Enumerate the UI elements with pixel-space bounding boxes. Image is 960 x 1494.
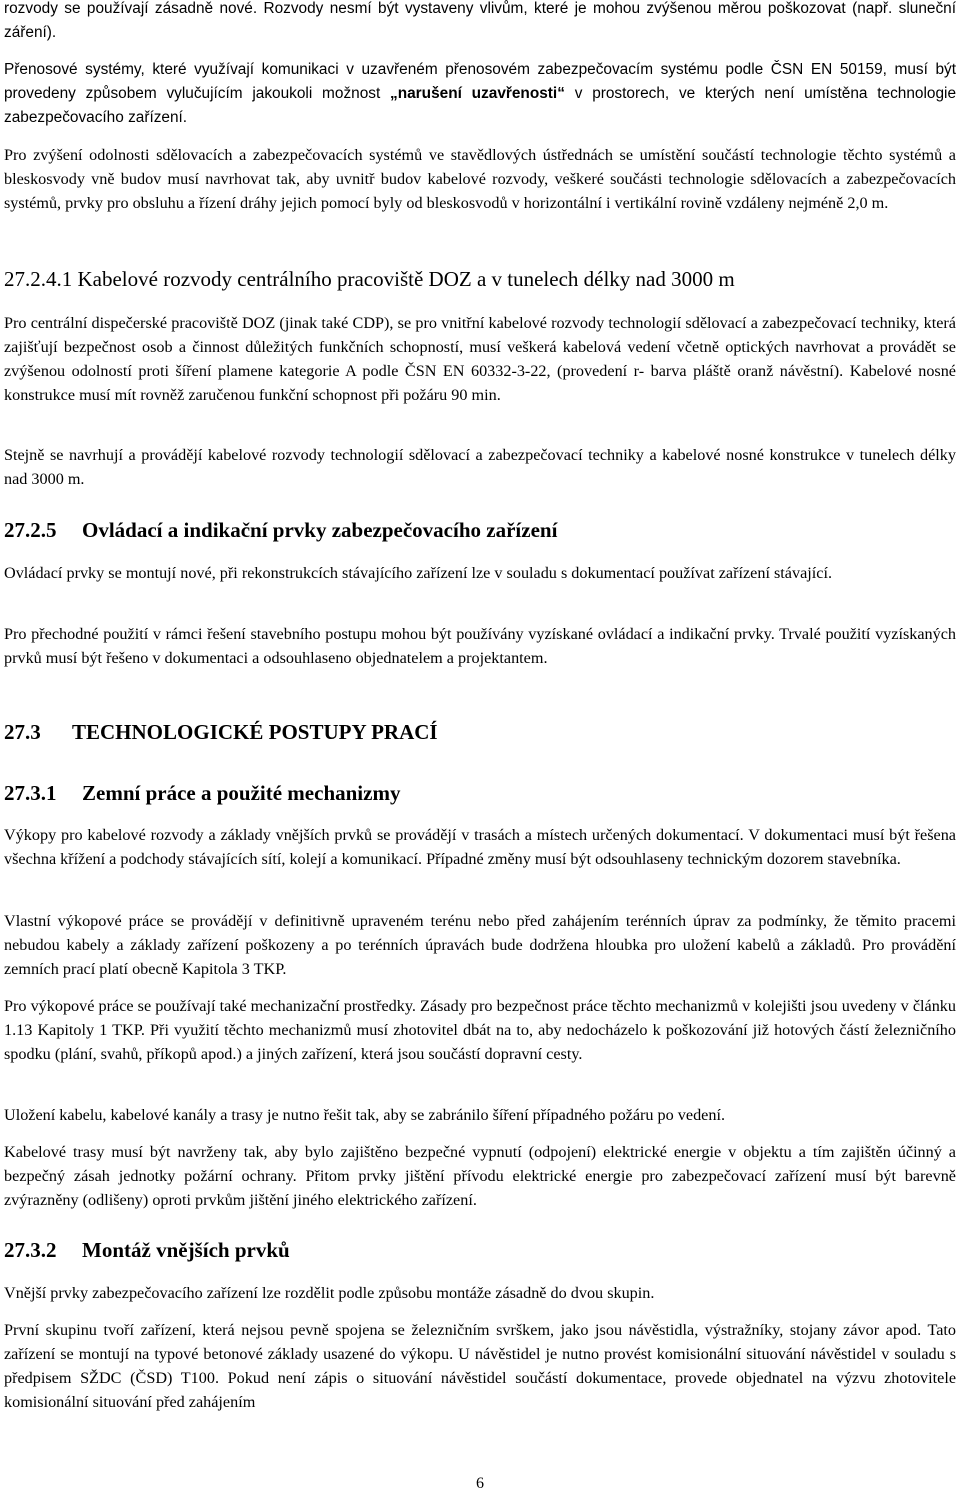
heading-title: Montáž vnějších prvků <box>82 1238 290 1262</box>
emphasis-text: „narušení uzavřenosti“ <box>390 85 565 102</box>
paragraph-first-group: První skupinu tvoří zařízení, která nejsou pevně spojena se železničním svrškem, jako jsou návěstidla, výstražníky, stojany závor apod. Tato zařízení se montují na typové betonové základy usazené do výkopu. U návěstidel je nutno provést komisionální situování návěstidel v souladu s předpisem SŽDC (ČSD) T100. Pokud není zápis o situování návěstidel součástí dokumentace, provede objednatel na výzvu zhotovitele komisionální situování před zahájením <box>4 1321 956 1411</box>
heading-title: Ovládací a indikační prvky zabezpečovacího zařízení <box>82 518 558 542</box>
heading-number: 27.2.5 <box>4 518 57 542</box>
heading-number: 27.3.1 <box>4 781 57 805</box>
heading-title: Zemní práce a použité mechanizmy <box>82 781 401 805</box>
paragraph-external-elements: Vnější prvky zabezpečovacího zařízení lze rozdělit podle způsobu montáže zásadně do dvou skupin. <box>4 1284 655 1302</box>
heading-title: TECHNOLOGICKÉ POSTUPY PRACÍ <box>72 720 438 744</box>
paragraph-lightning-protection: Pro zvýšení odolnosti sdělovacích a zabezpečovacích systémů ve stavědlových ústřednách se umístění součástí technologie těchto systémů a bleskosvody vně budov musí navrhovat tak, aby uvnitř budov kabelové rozvody, veškeré součásti technologie sdělovacích a zabezpečovacích systémů, prvky pro obsluhu a řízení dráhy jejich pomocí byly od bleskosvodů v horizontální i vertikální rovině vzdáleny nejméně 2,0 m. <box>4 146 956 212</box>
paragraph-transmission-systems <box>4 58 956 130</box>
paragraph-earthworks: Vlastní výkopové práce se provádějí v definitivně upraveném terénu nebo před zahájením terénních úprav za podmínky, že těmito pracemi nebudou kabely a základy zařízení poškozeny a po terénních úpravách bude dodržena hloubka pro uložení kabelů a základů. Pro provádění zemních prací platí obecně Kapitola 3 TKP. <box>4 912 956 978</box>
paragraph-control-elements: Ovládací prvky se montují nové, při rekonstrukcích stávajícího zařízení lze v souladu s dokumentací používat zařízení stávající. <box>4 564 832 582</box>
paragraph-text-after: v prostorech, ve kterých není umístěna technologie zabezpečovacího zařízení. <box>4 85 957 126</box>
paragraph-excavations: Výkopy pro kabelové rozvody a základy vnějších prvků se provádějí v trasách a místech určených dokumentací. V dokumentaci musí být řešena všechna křížení a podchody stávajících sítí, kolejí a komunikací. Případné změny musí být odsouhlaseny technickým dozorem stavebníka. <box>4 826 956 868</box>
paragraph-tunnels: Stejně se navrhují a provádějí kabelové rozvody technologií sdělovací a zabezpečovací techniky a kabelové nosné konstrukce v tunelech délky nad 3000 m. <box>4 446 956 488</box>
heading-number: 27.3 <box>4 720 41 744</box>
heading-27-3-1 <box>4 779 956 807</box>
paragraph-mechanization: Pro výkopové práce se používají také mechanizační prostředky. Zásady pro bezpečnost práce těchto mechanizmů v kolejišti jsou uvedeny v článku 1.13 Kapitoly 1 TKP. Při využití těchto mechanizmů musí zhotovitel dbát na to, aby nedocházelo k poškozování již hotových částí železničního spodku (plání, svahů, příkopů apod.) a jiných zařízení, která jsou součástí dopravní cesty. <box>4 997 956 1063</box>
paragraph-cable-routes: Kabelové trasy musí být navrženy tak, aby bylo zajištěno bezpečné vypnutí (odpojení) elektrické energie v objektu a tím zajištěn účinný a bezpečný zásah jednotky požární ochrany. Přitom prvky jištění přívodu elektrické energie pro zabezpečovací zařízení musí být barevně zvýrazněny (odlišeny) oproti prvkům jištění jiného elektrického zařízení. <box>4 1143 956 1209</box>
heading-number: 27.3.2 <box>4 1238 57 1262</box>
paragraph-cable-fire: Uložení kabelu, kabelové kanály a trasy je nutno řešit tak, aby se zabránilo šíření případného požáru po vedení. <box>4 1106 725 1124</box>
heading-27-3 <box>4 718 956 746</box>
paragraph-central-dispatch: Pro centrální dispečerské pracoviště DOZ (jinak také CDP), se pro vnitřní kabelové rozvody technologií sdělovací a zabezpečovací techniky, která zajišťují bezpečnost osob a činnost důležitých funkčních schopností, musí veškerá kabelová vedení včetně optických navrhovat a provádět se zvýšenou odolností proti šíření plamene kategorie A podle ČSN EN 60332-3-22, (provedení r- barva pláště oranž návěstní). Kabelové nosné konstrukce musí mít rovněž zaručenou funkční schopnost při požáru 90 min. <box>4 314 956 404</box>
paragraph-continuation: rozvody se používají zásadně nové. Rozvody nesmí být vystaveny vlivům, které je mohou zvýšenou měrou poškozovat (např. sluneční záření). <box>4 0 956 41</box>
paragraph-text-before: Přenosové systémy, které využívají komunikaci v uzavřeném přenosovém zabezpečovacím systému podle ČSN EN 50159, musí být provedeny způsobem vylučujícím jakoukoli možnost <box>4 61 956 102</box>
heading-27-3-2 <box>4 1236 956 1264</box>
paragraph-temporary-use: Pro přechodné použití v rámci řešení stavebního postupu mohou být používány vyzískané ovládací a indikační prvky. Trvalé použití vyzískaných prvků musí být řešeno v dokumentaci a odsouhlaseno objednatelem a projektantem. <box>4 625 956 667</box>
heading-27-2-5 <box>4 516 956 544</box>
page-number: 6 <box>476 1475 484 1492</box>
heading-27-2-4-1: 27.2.4.1 Kabelové rozvody centrálního pracoviště DOZ a v tunelech délky nad 3000 m <box>4 267 735 291</box>
